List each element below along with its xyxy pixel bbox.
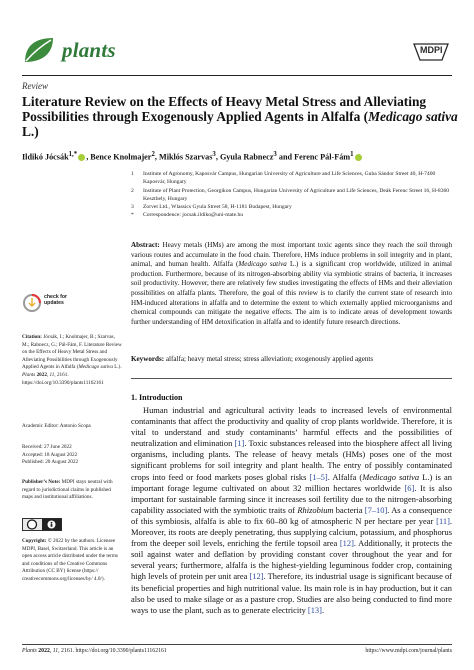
- citation-species: Medicago sativa: [78, 364, 113, 371]
- citation-link[interactable]: [12]: [339, 538, 354, 549]
- received-date: Received: 27 June 2022: [22, 444, 72, 450]
- intro-text: Human industrial and agricultural activity leads to increased levels of environmental contaminants that affect the productivity and quality of crop plants worldwide. Therefore, it is vital to understand and study contaminants’ harmful effects and the possibilities of neutralization and elimination: [131, 405, 452, 449]
- keywords-divider: [131, 378, 452, 379]
- citation-link[interactable]: [6]: [404, 482, 415, 493]
- article-title: [22, 94, 462, 139]
- affiliation-text: Zorvet Ltd., Wlassics Gyula Street 58, H-1181 Budapest, Hungary: [143, 204, 292, 211]
- footer-volume: 11: [52, 648, 59, 654]
- intro-text: . Therefore, its industrial usage is significant because of its beneficial properties and high nutritional value. Its main role is in hay production, but it can also be used to make silage or as a pasture crop. Studies are also being conducted to find more ways to use the plant, such as to generate electricity: [131, 571, 452, 615]
- plants-leaf-logo: [22, 35, 56, 65]
- citation-block: [22, 334, 122, 387]
- footer-doi[interactable]: , 2161. https://doi.org/10.3390/plants11162161: [58, 648, 167, 654]
- introduction-text: [131, 405, 452, 616]
- author-affiliation-mark: 3: [212, 151, 216, 158]
- author-name[interactable]: Ferenc Pál-Fám: [294, 152, 351, 162]
- affiliation-item: [131, 211, 451, 219]
- academic-editor: [22, 423, 122, 431]
- section-title: 1. Introduction: [131, 393, 183, 402]
- citation-label: Citation:: [22, 334, 42, 340]
- affiliation-item: [131, 170, 451, 187]
- affiliation-number: 1: [131, 171, 134, 177]
- journal-url[interactable]: https://www.mdpi.com/journal/plants: [365, 648, 452, 654]
- copyright-label: Copyright:: [22, 538, 47, 544]
- title-species: Medicago sativa: [368, 109, 458, 124]
- affiliation-number: 2: [131, 187, 134, 194]
- intro-text: . Toxic substances released into the biosphere affect all living organisms, including plants. The release of heavy metals (HMs) poses one of the most significant problems for soil integrity and plant health. The entry of possibly contaminated crops into feed or food markets poses global risks: [131, 438, 452, 482]
- citation-journal: Plants: [22, 371, 36, 378]
- keywords-label: Keywords:: [131, 355, 165, 363]
- copyright-text: © 2022 by the authors. Licensee MDPI, Basel, Switzerland. This article is an open access article distributed under the terms and conditions of the Creative Commons Attribution (CC BY) license (https:// creativecommons.org/licenses/by/ 4.0/).: [22, 538, 118, 582]
- updates-line: check for: [44, 294, 68, 300]
- accepted-date: Accepted: 18 August 2022: [22, 451, 78, 458]
- abstract-text: Heavy metals (HMs) are among the most important toxic agents since they reach the soil through various routes and accumulate in the food chain. Therefore, HMs induce problems in soil integrity and in plant, animal, and human health. Alfalfa (: [131, 241, 452, 269]
- publisher-note: [22, 479, 122, 502]
- citation-link[interactable]: [1]: [234, 438, 245, 449]
- updates-line: updates: [44, 300, 64, 306]
- citation-link[interactable]: [13]: [307, 604, 322, 615]
- citation-text: ,: [46, 371, 50, 378]
- intro-text: . Moreover, its roots are deeply penetrating, thus supplying calcium, potassium, and phosphorus from the deeper soil levels, enriching the fertile topsoil area: [131, 515, 452, 549]
- publisher-note-text: MDPI stays neutral with regard to jurisdictional claims in published maps and institutional affiliations.: [22, 479, 113, 501]
- title-end: L.): [22, 124, 39, 139]
- affiliation-item: [131, 203, 451, 211]
- abstract: [131, 241, 452, 327]
- published-date: Published: 20 August 2022: [22, 459, 79, 466]
- affiliation-text: Institute of Agronomy, Kaposvár Campus, Hungarian University of Agriculture and Life Sciences, Guba Sándor Street 40, H-7400 Kaposvár, Hungary: [143, 171, 436, 186]
- affiliation-text: Institute of Plant Protection, Georgikon Campus, Hungarian University of Agriculture and Life Sciences, Deák Ferenc Street 16, H-8360 Keszthely, Hungary: [143, 187, 450, 202]
- author-affiliation-mark: 1,*: [68, 151, 78, 158]
- orcid-icon[interactable]: [78, 154, 85, 161]
- author-name[interactable]: Miklós Szarvas: [158, 152, 213, 162]
- author-affiliation-mark: 2: [151, 151, 155, 158]
- article-type: Review: [22, 81, 48, 91]
- affiliation-number: *: [131, 212, 134, 219]
- editor-name: Antonio Scopa: [58, 423, 91, 429]
- cc-by-license-icon[interactable]: [22, 518, 62, 531]
- intro-text: bacteria: [333, 504, 365, 515]
- footer-year: 2022: [36, 648, 50, 654]
- citation-text: L.).: [112, 364, 122, 371]
- intro-text: . It is also important for sustainable farming since it increases soil fertility due to the nitrogen-absorbing capability associated with the symbiotic traits of: [131, 482, 452, 515]
- author-affiliation-mark: 3: [273, 151, 277, 158]
- header-divider: [22, 75, 452, 76]
- abstract-species: Medicago sativa: [238, 260, 287, 269]
- intro-species: Medicago sativa: [362, 471, 420, 482]
- footer-citation: [22, 648, 167, 654]
- author-name[interactable]: Bence Knolmajer: [90, 152, 152, 162]
- intro-text: . Additionally, it protects the soil against water and deflation by providing constant cover throughout the year and for several years; furthermore, alfalfa is the highest-yielding leguminous fodder crop, containing high levels of protein per unit area: [131, 538, 452, 582]
- intro-text: . As a consequence of this symbiosis, alfalfa is able to fix 60–80 kg of atmospheric N per hectare per year: [131, 504, 452, 526]
- citation-link[interactable]: [11]: [436, 515, 450, 526]
- intro-text: . Alfalfa (: [327, 471, 363, 482]
- citation-text: Jócsák, I.; Knolmajer, B.; Szarvas, M.; Rabnecz, G.; Pál-Fám, F. Literature Review on the Effects of Heavy Metal Stress and Alleviating Possibilities through Exogenously Applied Agents in Alfalfa (: [22, 334, 122, 371]
- citation-link[interactable]: [7–10]: [364, 504, 388, 515]
- abstract-label: Abstract:: [131, 241, 160, 249]
- affiliations: [131, 170, 451, 220]
- citation-year: 2022: [35, 371, 47, 378]
- editor-label: Academic Editor:: [22, 423, 59, 429]
- intro-text: L.) is an important forage legume cultivated on about 32 million hectares worldwide: [131, 471, 452, 493]
- author-affiliation-mark: 1: [350, 151, 354, 158]
- copyright-notice: [22, 538, 122, 584]
- check-for-updates-label[interactable]: [44, 294, 67, 306]
- intro-species: Rhizobium: [297, 504, 334, 515]
- journal-name: plants: [62, 38, 116, 62]
- footer-journal: Plants: [22, 648, 37, 654]
- orcid-icon[interactable]: [355, 154, 362, 161]
- correspondence-email[interactable]: Correspondence: jocsak.ildiko@uni-mate.hu: [143, 212, 244, 219]
- mdpi-logo-text: MDPI: [420, 45, 443, 55]
- intro-text: .: [321, 604, 325, 615]
- citation-volume: 11: [49, 371, 55, 378]
- citation-link[interactable]: [1–5]: [309, 471, 328, 482]
- publisher-note-label: Publisher’s Note:: [22, 479, 61, 485]
- title-main: Literature Review on the Effects of Heavy Metal Stress and Alleviating Possibilities through Exogenously Applied Agents in Alfalfa (: [22, 94, 427, 124]
- keywords: [131, 355, 452, 365]
- author-list: Ildikó Jócsák$^{1,*}$ , Bence Knolmajer$^2$, Miklós Szarvas$^3$, Gyula Rabnecz$^3$ and Ferenc Pál-Fám$^1$: [22, 151, 462, 162]
- publication-dates: [22, 444, 122, 467]
- affiliation-number: 3: [131, 204, 134, 211]
- citation-doi[interactable]: , 2161. https://doi.org/10.3390/plants11162161: [22, 371, 104, 386]
- affiliation-item: [131, 187, 451, 204]
- citation-link[interactable]: [12]: [249, 571, 264, 582]
- footer-divider: [22, 644, 452, 645]
- keywords-text: alfalfa; heavy metal stress; stress alleviation; exogenously applied agents: [164, 355, 374, 363]
- author-name[interactable]: Ildikó Jócsák: [22, 152, 69, 162]
- abstract-text: L.) is a significant crop worldwide, utilized in animal production. Furthermore, because of its nitrogen-absorbing ability via symbiotic strains of bacteria, it increases soil productivity. However, there are relatively few studies investigating the effects of HMs and their alleviation possibilities on alfalfa plants. Therefore, the goal of this review is to clarify the current state of research into HM-induced alterations in alfalfa and to determine the extent to which externally applied microorganisms and chemical compounds can mitigate the negative effects. The aim is to indicate areas of development towards further understanding of HM detoxification in alfalfa and to identify future research directions.: [131, 260, 452, 326]
- footer-text: ,: [49, 648, 53, 654]
- author-name[interactable]: Gyula Rabnecz: [219, 152, 274, 162]
